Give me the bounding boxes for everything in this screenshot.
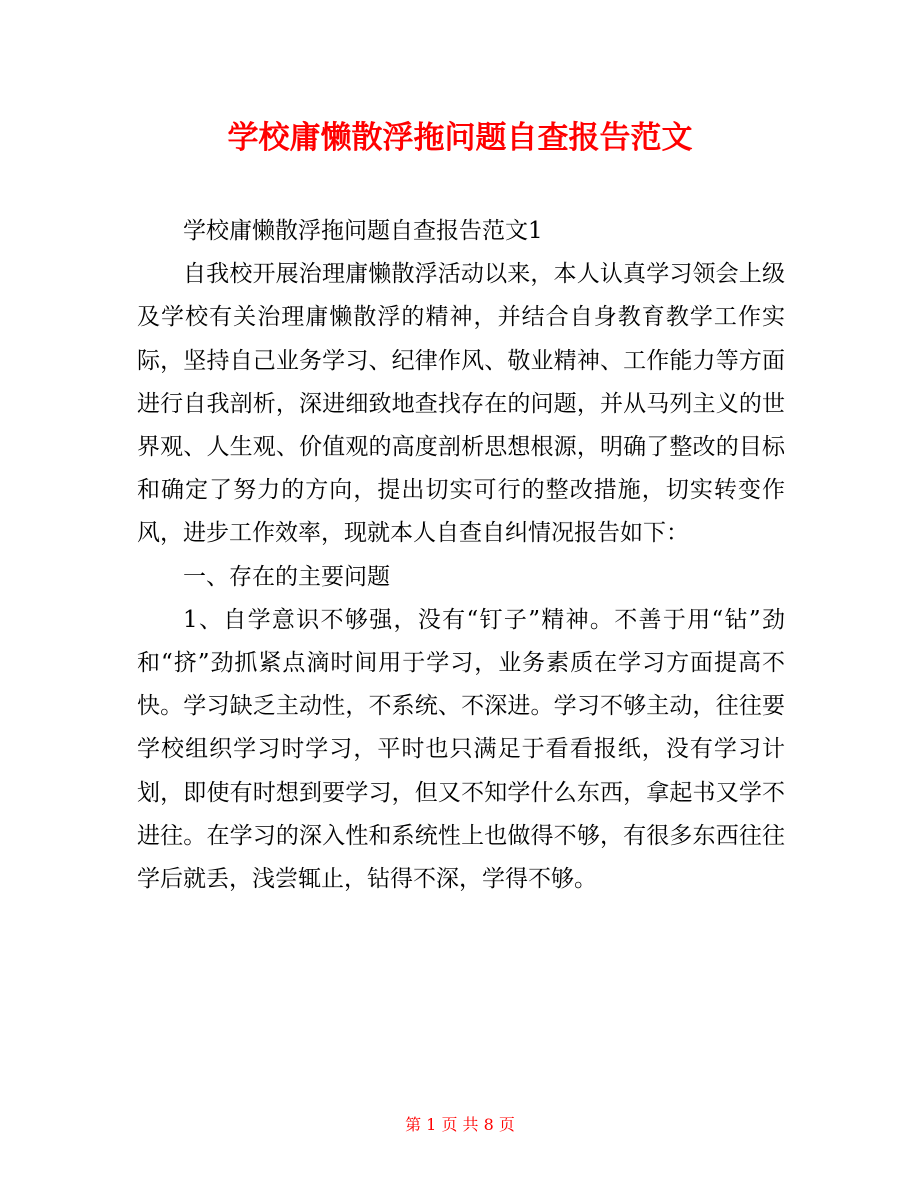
document-body (137, 210, 785, 901)
paragraph-problem-1: 1、自学意识不够强，没有“钉子”精神。不善于用“钻”劲和“挤”劲抓紧点滴时间用于学习，业务素质在学习方面提高不快。学习缺乏主动性，不系统、不深进。学习不够主动，往往要学校组织学习时学习，平时也只满足于看看报纸，没有学习计划，即使有时想到要学习，但又不知学什么东西，拿起书又学不进往。在学习的深入性和系统性上也做得不够，有很多东西往往学后就丢，浅尝辄止，钻得不深，学得不够。 (137, 606, 785, 893)
section-heading: 一、存在的主要问题 (183, 563, 390, 590)
paragraph-intro: 自我校开展治理庸懒散浮活动以来，本人认真学习领会上级及学校有关治理庸懒散浮的精神，并结合自身教育教学工作实际，坚持自己业务学习、纪律作风、敬业精神、工作能力等方面进行自我剖析，深进细致地查找存在的问题，并从马列主义的世界观、人生观、价值观的高度剖析思想根源，明确了整改的目标和确定了努力的方向，提出切实可行的整改措施，切实转变作风，进步工作效率，现就本人自查自纠情况报告如下： (137, 261, 785, 547)
page-number-footer: 第 1 页 共 8 页 (405, 1115, 515, 1134)
document-title: 学校庸懒散浮拖问题自查报告范文 (227, 120, 693, 156)
paragraph-subtitle: 学校庸懒散浮拖问题自查报告范文1 (183, 218, 543, 244)
